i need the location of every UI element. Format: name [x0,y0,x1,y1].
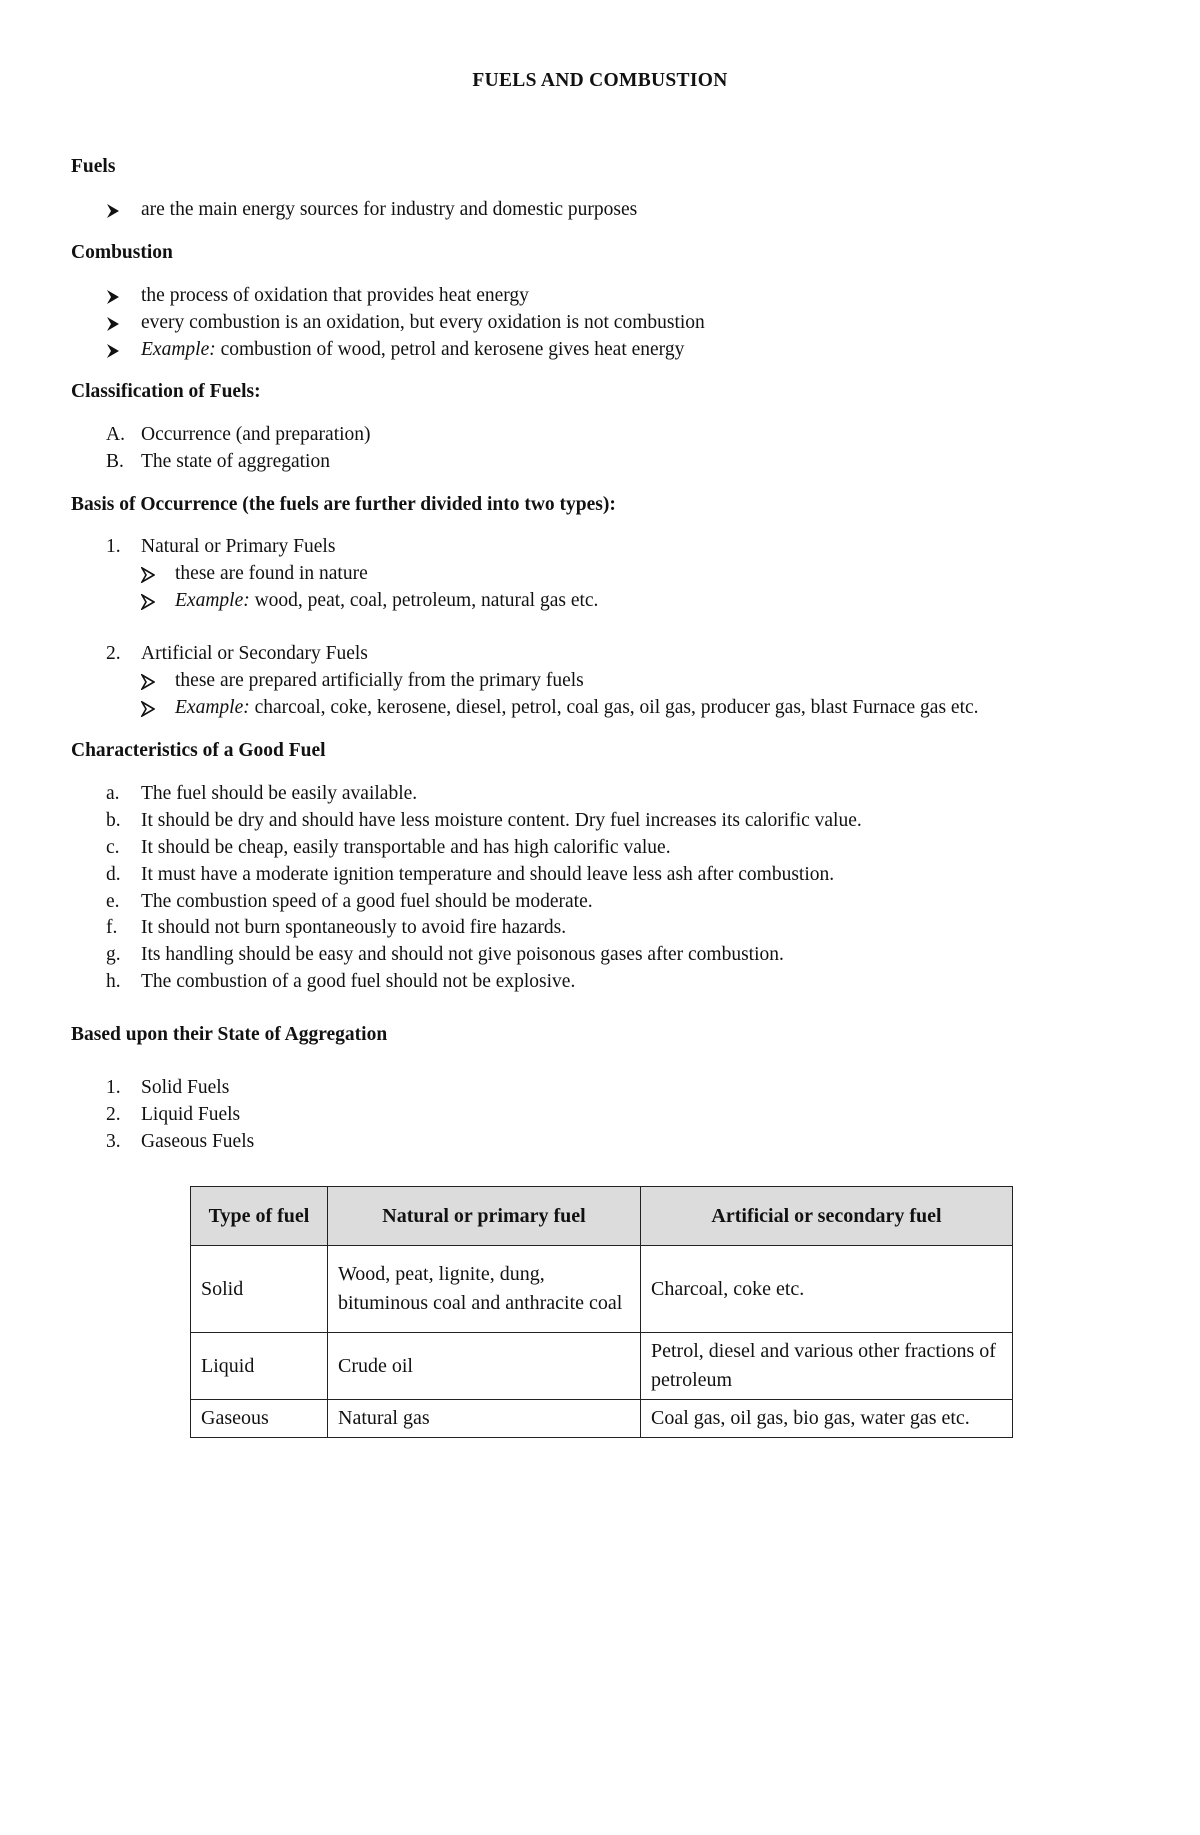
list-item: Occurrence (and preparation) [141,424,371,445]
sub-bullet: these are found in nature [175,563,368,584]
sub-example [175,697,979,719]
list-item: Solid Fuels [141,1077,230,1098]
example-label: Example: [175,590,250,611]
table-cell: Coal gas, oil gas, bio gas, water gas etc. [641,1400,1013,1438]
example-text: combustion of wood, petrol and kerosene gives heat energy [220,339,685,360]
example-text: wood, peat, coal, petroleum, natural gas etc. [254,590,599,611]
heading-characteristics: Characteristics of a Good Fuel [71,740,326,761]
list-marker: B. [106,451,124,472]
list-marker: A. [106,424,125,445]
list-marker: 2. [106,1104,121,1125]
list-marker: g. [106,944,121,965]
list-item: The combustion of a good fuel should not be explosive. [141,971,576,992]
list-item: Liquid Fuels [141,1104,241,1125]
table-row [191,1246,1013,1333]
table-row [191,1333,1013,1400]
list-marker: a. [106,783,120,804]
list-marker: c. [106,837,120,858]
arrow-bullet-icon [106,289,120,305]
table-cell: Charcoal, coke etc. [641,1246,1013,1333]
heading-aggregation: Based upon their State of Aggregation [71,1024,388,1045]
page-title: FUELS AND COMBUSTION [472,70,728,91]
list-item: The fuel should be easily available. [141,783,418,804]
list-item: The combustion speed of a good fuel should be moderate. [141,891,593,912]
list-item: It should be cheap, easily transportable and has high calorific value. [141,837,671,858]
list-marker: 1. [106,536,121,557]
combustion-bullet: the process of oxidation that provides heat energy [141,285,529,306]
arrow-bullet-icon [106,316,120,332]
table-row [191,1400,1013,1438]
table-cell: Liquid [191,1333,328,1400]
arrow-bullet-icon [141,594,155,610]
list-marker: 3. [106,1131,121,1152]
table-cell: Petrol, diesel and various other fractions of petroleum [641,1333,1013,1400]
sub-bullet: these are prepared artificially from the primary fuels [175,670,584,691]
list-marker: d. [106,864,121,885]
table-header-cell: Type of fuel [191,1187,328,1246]
fuel-table [190,1186,1013,1438]
table-cell: Gaseous [191,1400,328,1438]
fuels-bullet: are the main energy sources for industry and domestic purposes [141,199,638,220]
heading-fuels: Fuels [71,156,116,177]
arrow-bullet-icon [106,203,120,219]
list-item: It must have a moderate ignition temperature and should leave less ash after combustion. [141,864,835,885]
arrow-bullet-icon [141,674,155,690]
example-text: charcoal, coke, kerosene, diesel, petrol, coal gas, oil gas, producer gas, blast Furnace gas etc. [254,697,979,718]
list-item: It should not burn spontaneously to avoid fire hazards. [141,917,567,938]
list-marker: e. [106,891,120,912]
combustion-example [141,339,684,361]
list-item: The state of aggregation [141,451,330,472]
example-label: Example: [141,339,216,360]
heading-occurrence: Basis of Occurrence (the fuels are further divided into two types): [71,494,616,515]
list-item: Natural or Primary Fuels [141,536,336,557]
example-label: Example: [175,697,250,718]
table-cell: Crude oil [328,1333,641,1400]
table-header-cell: Artificial or secondary fuel [641,1187,1013,1246]
list-marker: 1. [106,1077,121,1098]
heading-classification: Classification of Fuels: [71,381,261,402]
list-marker: 2. [106,643,121,664]
table-header-cell: Natural or primary fuel [328,1187,641,1246]
heading-combustion: Combustion [71,242,173,263]
list-item: Artificial or Secondary Fuels [141,643,368,664]
list-item: It should be dry and should have less moisture content. Dry fuel increases its calorific value. [141,810,862,831]
list-item: Gaseous Fuels [141,1131,255,1152]
table-cell: Natural gas [328,1400,641,1438]
list-marker: f. [106,917,118,938]
table-cell: Solid [191,1246,328,1333]
list-item: Its handling should be easy and should not give poisonous gases after combustion. [141,944,784,965]
arrow-bullet-icon [141,701,155,717]
list-marker: h. [106,971,121,992]
combustion-bullet: every combustion is an oxidation, but every oxidation is not combustion [141,312,705,333]
sub-example [175,590,598,612]
arrow-bullet-icon [106,343,120,359]
table-cell: Wood, peat, lignite, dung, bituminous coal and anthracite coal [328,1246,641,1333]
arrow-bullet-icon [141,567,155,583]
table-header-row [191,1187,1013,1246]
list-marker: b. [106,810,121,831]
